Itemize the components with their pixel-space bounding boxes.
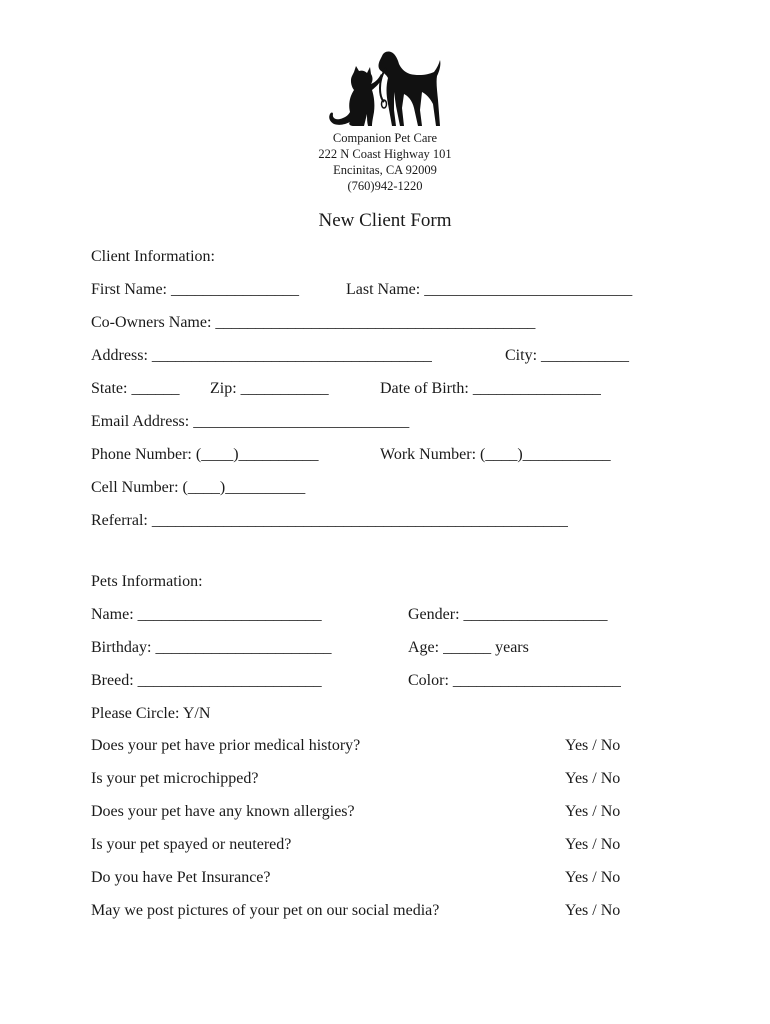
city-field[interactable]: City: ___________ xyxy=(505,347,630,364)
phone-number-field[interactable]: Phone Number: (____)__________ xyxy=(91,446,319,463)
pet-age-field[interactable]: Age: ______ years xyxy=(408,639,529,656)
question-pet-insurance: Do you have Pet Insurance? xyxy=(91,869,271,886)
date-of-birth-field[interactable]: Date of Birth: ________________ xyxy=(380,380,601,397)
pet-gender-field[interactable]: Gender: __________________ xyxy=(408,606,608,623)
circle-instruction: Please Circle: Y/N xyxy=(91,705,211,722)
last-name-field[interactable]: Last Name: __________________________ xyxy=(346,281,633,298)
referral-field[interactable]: Referral: ____________________________________________________ xyxy=(91,512,568,529)
question-medical-history: Does your pet have prior medical history? xyxy=(91,737,361,754)
pet-name-field[interactable]: Name: _______________________ xyxy=(91,606,322,623)
pet-breed-field[interactable]: Breed: _______________________ xyxy=(91,672,322,689)
cell-number-field[interactable]: Cell Number: (____)__________ xyxy=(91,479,306,496)
pet-color-field[interactable]: Color: _____________________ xyxy=(408,672,621,689)
client-section-heading: Client Information: xyxy=(91,248,215,265)
question-spayed-neutered: Is your pet spayed or neutered? xyxy=(91,836,292,853)
zip-field[interactable]: Zip: ___________ xyxy=(210,380,329,397)
answer-spayed-neutered[interactable]: Yes / No xyxy=(565,836,621,853)
answer-allergies[interactable]: Yes / No xyxy=(565,803,621,820)
answer-medical-history[interactable]: Yes / No xyxy=(565,737,621,754)
pet-birthday-field[interactable]: Birthday: ______________________ xyxy=(91,639,332,656)
cat-and-dog-logo-icon xyxy=(324,48,444,130)
business-city-state-zip: Encinitas, CA 92009 xyxy=(333,163,437,177)
question-social-media: May we post pictures of your pet on our social media? xyxy=(91,902,440,919)
question-microchipped: Is your pet microchipped? xyxy=(91,770,259,787)
answer-microchipped[interactable]: Yes / No xyxy=(565,770,621,787)
form-title: New Client Form xyxy=(318,210,452,231)
pets-section-heading: Pets Information: xyxy=(91,573,203,590)
business-name: Companion Pet Care xyxy=(332,131,438,145)
answer-social-media[interactable]: Yes / No xyxy=(565,902,621,919)
business-street: 222 N Coast Highway 101 xyxy=(318,147,452,161)
answer-pet-insurance[interactable]: Yes / No xyxy=(565,869,621,886)
address-field[interactable]: Address: ___________________________________ xyxy=(91,347,432,364)
first-name-field[interactable]: First Name: ________________ xyxy=(91,281,299,298)
email-address-field[interactable]: Email Address: ___________________________ xyxy=(91,413,410,430)
question-allergies: Does your pet have any known allergies? xyxy=(91,803,355,820)
business-phone: (760)942-1220 xyxy=(347,179,423,193)
co-owners-name-field[interactable]: Co-Owners Name: ________________________________________ xyxy=(91,314,536,331)
work-number-field[interactable]: Work Number: (____)___________ xyxy=(380,446,611,463)
state-field[interactable]: State: ______ xyxy=(91,380,180,397)
